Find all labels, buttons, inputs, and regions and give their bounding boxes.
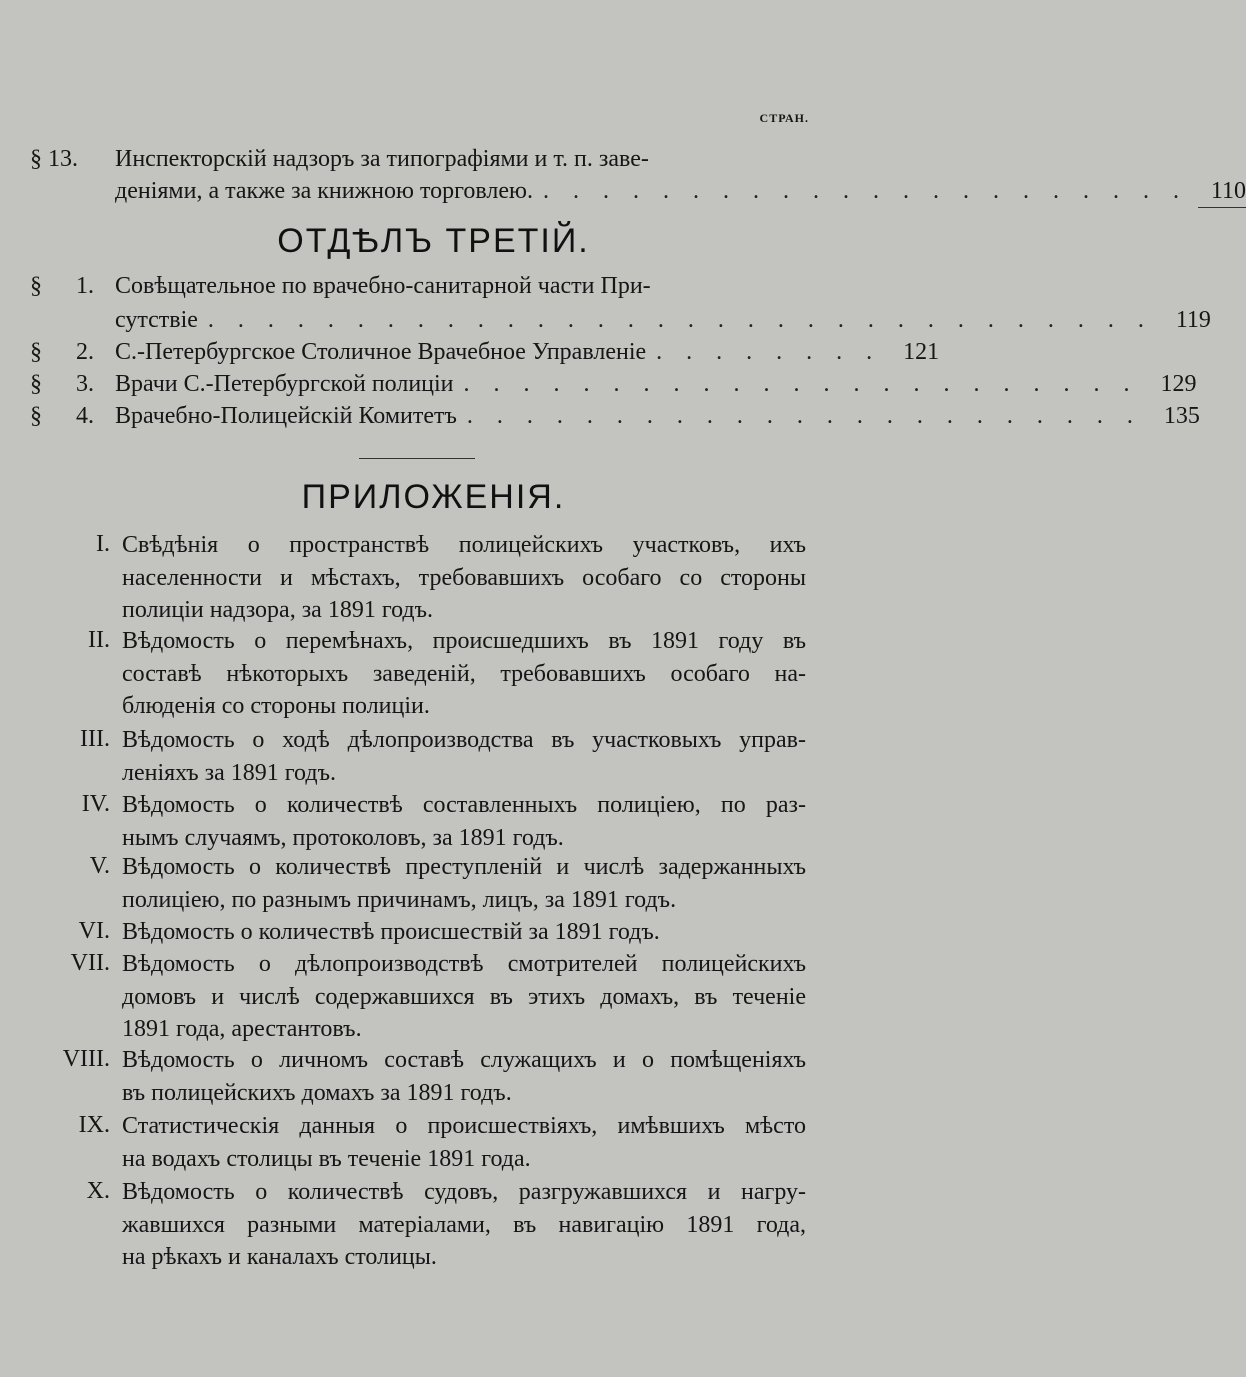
- appendix-line: Вѣдомость о дѣлопроизводствѣ смотрителей полицейскихъ: [122, 951, 806, 977]
- section-mark: §: [30, 371, 42, 397]
- appendix-line: Вѣдомость о количествѣ происшествій за 1891 годъ.: [122, 919, 660, 945]
- appendix-number: IV.: [81, 791, 110, 817]
- section-number: 2.: [76, 339, 94, 365]
- leader-dots: . . . . . . . . . . . . . . . . . . . . . . .: [466, 403, 1142, 429]
- leader-dots: . . . . . . . .: [656, 339, 882, 365]
- appendix-item: [122, 789, 806, 854]
- appendix-line: Вѣдомость о количествѣ судовъ, разгружавшихся и нагру-: [122, 1179, 806, 1205]
- appendix-number: I.: [96, 531, 110, 557]
- toc-line: Врачи С.-Петербургской полиціи: [115, 371, 454, 397]
- toc-leader-line: [115, 336, 940, 368]
- appendix-number: X.: [86, 1178, 110, 1204]
- appendix-item: [122, 724, 806, 789]
- toc-line: сутствіе: [115, 307, 198, 333]
- leader-dots: . . . . . . . . . . . . . . . . . . . . . . . . . . . . . . . .: [207, 307, 1153, 333]
- appendix-line: на водахъ столицы въ теченіе 1891 года.: [122, 1145, 531, 1172]
- page-column-label: СТРАН.: [759, 111, 809, 125]
- appendix-line: населенности и мѣстахъ, требовавшихъ особаго со стороны: [122, 564, 806, 591]
- appendix-number: II.: [88, 627, 110, 653]
- appendix-line: составѣ нѣкоторыхъ заведеній, требовавшихъ особаго на-: [122, 660, 806, 687]
- appendix-line: полиціею, по разнымъ причинамъ, лицъ, за 1891 годъ.: [122, 886, 677, 913]
- appendix-line: Вѣдомость о количествѣ составленныхъ полиціею, по раз-: [122, 792, 806, 818]
- appendix-item: [122, 625, 806, 723]
- appendix-line: нымъ случаямъ, протоколовъ, за 1891 годъ.: [122, 824, 564, 851]
- toc-line: Врачебно-Полицейскій Комитетъ: [115, 403, 457, 429]
- appendix-line: леніяхъ за 1891 годъ.: [122, 759, 336, 786]
- toc-line: Инспекторскій надзоръ за типографіями и т. п. заве-: [115, 146, 649, 172]
- page-number: 119: [1175, 307, 1211, 333]
- appendix-line: полиціи надзора, за 1891 годъ.: [122, 597, 434, 623]
- appendix-number: V.: [89, 853, 110, 879]
- appendix-line: Вѣдомость о личномъ составѣ служащихъ и о помѣщеніяхъ: [122, 1047, 806, 1073]
- appendix-item: [122, 529, 806, 627]
- appendix-line: жавшихся разными матеріалами, въ навигацію 1891 года,: [122, 1211, 806, 1238]
- appendix-line: въ полицейскихъ домахъ за 1891 годъ.: [122, 1079, 512, 1106]
- appendix-item: [122, 948, 806, 1046]
- page-number: 110: [1198, 175, 1246, 208]
- appendix-item: [122, 1110, 806, 1175]
- section-mark: §: [30, 339, 42, 365]
- leader-dots: . . . . . . . . . . . . . . . . . . . . . . .: [463, 371, 1139, 397]
- appendix-number: VI.: [78, 918, 110, 944]
- toc-leader-line: [115, 368, 1197, 400]
- appendix-line: 1891 года, арестантовъ.: [122, 1016, 362, 1042]
- appendix-item: [122, 916, 806, 949]
- section-number: 1.: [76, 273, 94, 299]
- section-number: 4.: [76, 403, 94, 429]
- appendix-line: Вѣдомость о перемѣнахъ, происшедшихъ въ 1891 году въ: [122, 628, 806, 654]
- page-number: 121: [903, 339, 940, 365]
- toc-leader-line: [115, 304, 1211, 336]
- page-number: 135: [1163, 403, 1200, 429]
- leader-dots: . . . . . . . . . . . . . . . . . . . . . .: [542, 178, 1188, 204]
- appendix-line: Свѣдѣнія о пространствѣ полицейскихъ участковъ, ихъ: [122, 532, 806, 558]
- appendices-heading: ПРИЛОЖЕНІЯ.: [301, 478, 566, 516]
- appendix-item: [122, 851, 806, 916]
- appendix-line: на рѣкахъ и каналахъ столицы.: [122, 1244, 437, 1270]
- section-mark: §: [30, 403, 42, 429]
- toc-leader-line: [115, 175, 1246, 208]
- appendix-number: III.: [80, 726, 110, 752]
- appendix-line: Вѣдомость о количествѣ преступленій и числѣ задержанныхъ: [122, 854, 806, 880]
- appendix-number: VII.: [70, 950, 110, 976]
- appendix-line: Вѣдомость о ходѣ дѣлопроизводства въ участковыхъ управ-: [122, 727, 806, 753]
- section-number: § 13.: [30, 146, 78, 172]
- toc-line: Совѣщательное по врачебно-санитарной части При-: [115, 273, 651, 299]
- toc-line: С.-Петербургское Столичное Врачебное Управленіе: [115, 339, 647, 365]
- toc-line: деніями, а также за книжною торговлею.: [115, 178, 533, 204]
- appendix-number: VIII.: [62, 1046, 110, 1072]
- section-number: 3.: [76, 371, 94, 397]
- appendix-line: домовъ и числѣ содержавшихся въ этихъ домахъ, въ теченіе: [122, 983, 806, 1010]
- part-heading: ОТДѢЛЪ ТРЕТІЙ.: [277, 222, 590, 260]
- divider-rule: [359, 458, 475, 459]
- appendix-number: IX.: [78, 1112, 110, 1138]
- appendix-item: [122, 1044, 806, 1109]
- appendix-item: [122, 1176, 806, 1274]
- section-mark: §: [30, 273, 42, 299]
- toc-leader-line: [115, 400, 1200, 432]
- appendix-line: Статистическія данныя о происшествіяхъ, имѣвшихъ мѣсто: [122, 1113, 806, 1139]
- page-number: 129: [1160, 371, 1197, 397]
- appendix-line: блюденія со стороны полиціи.: [122, 693, 430, 719]
